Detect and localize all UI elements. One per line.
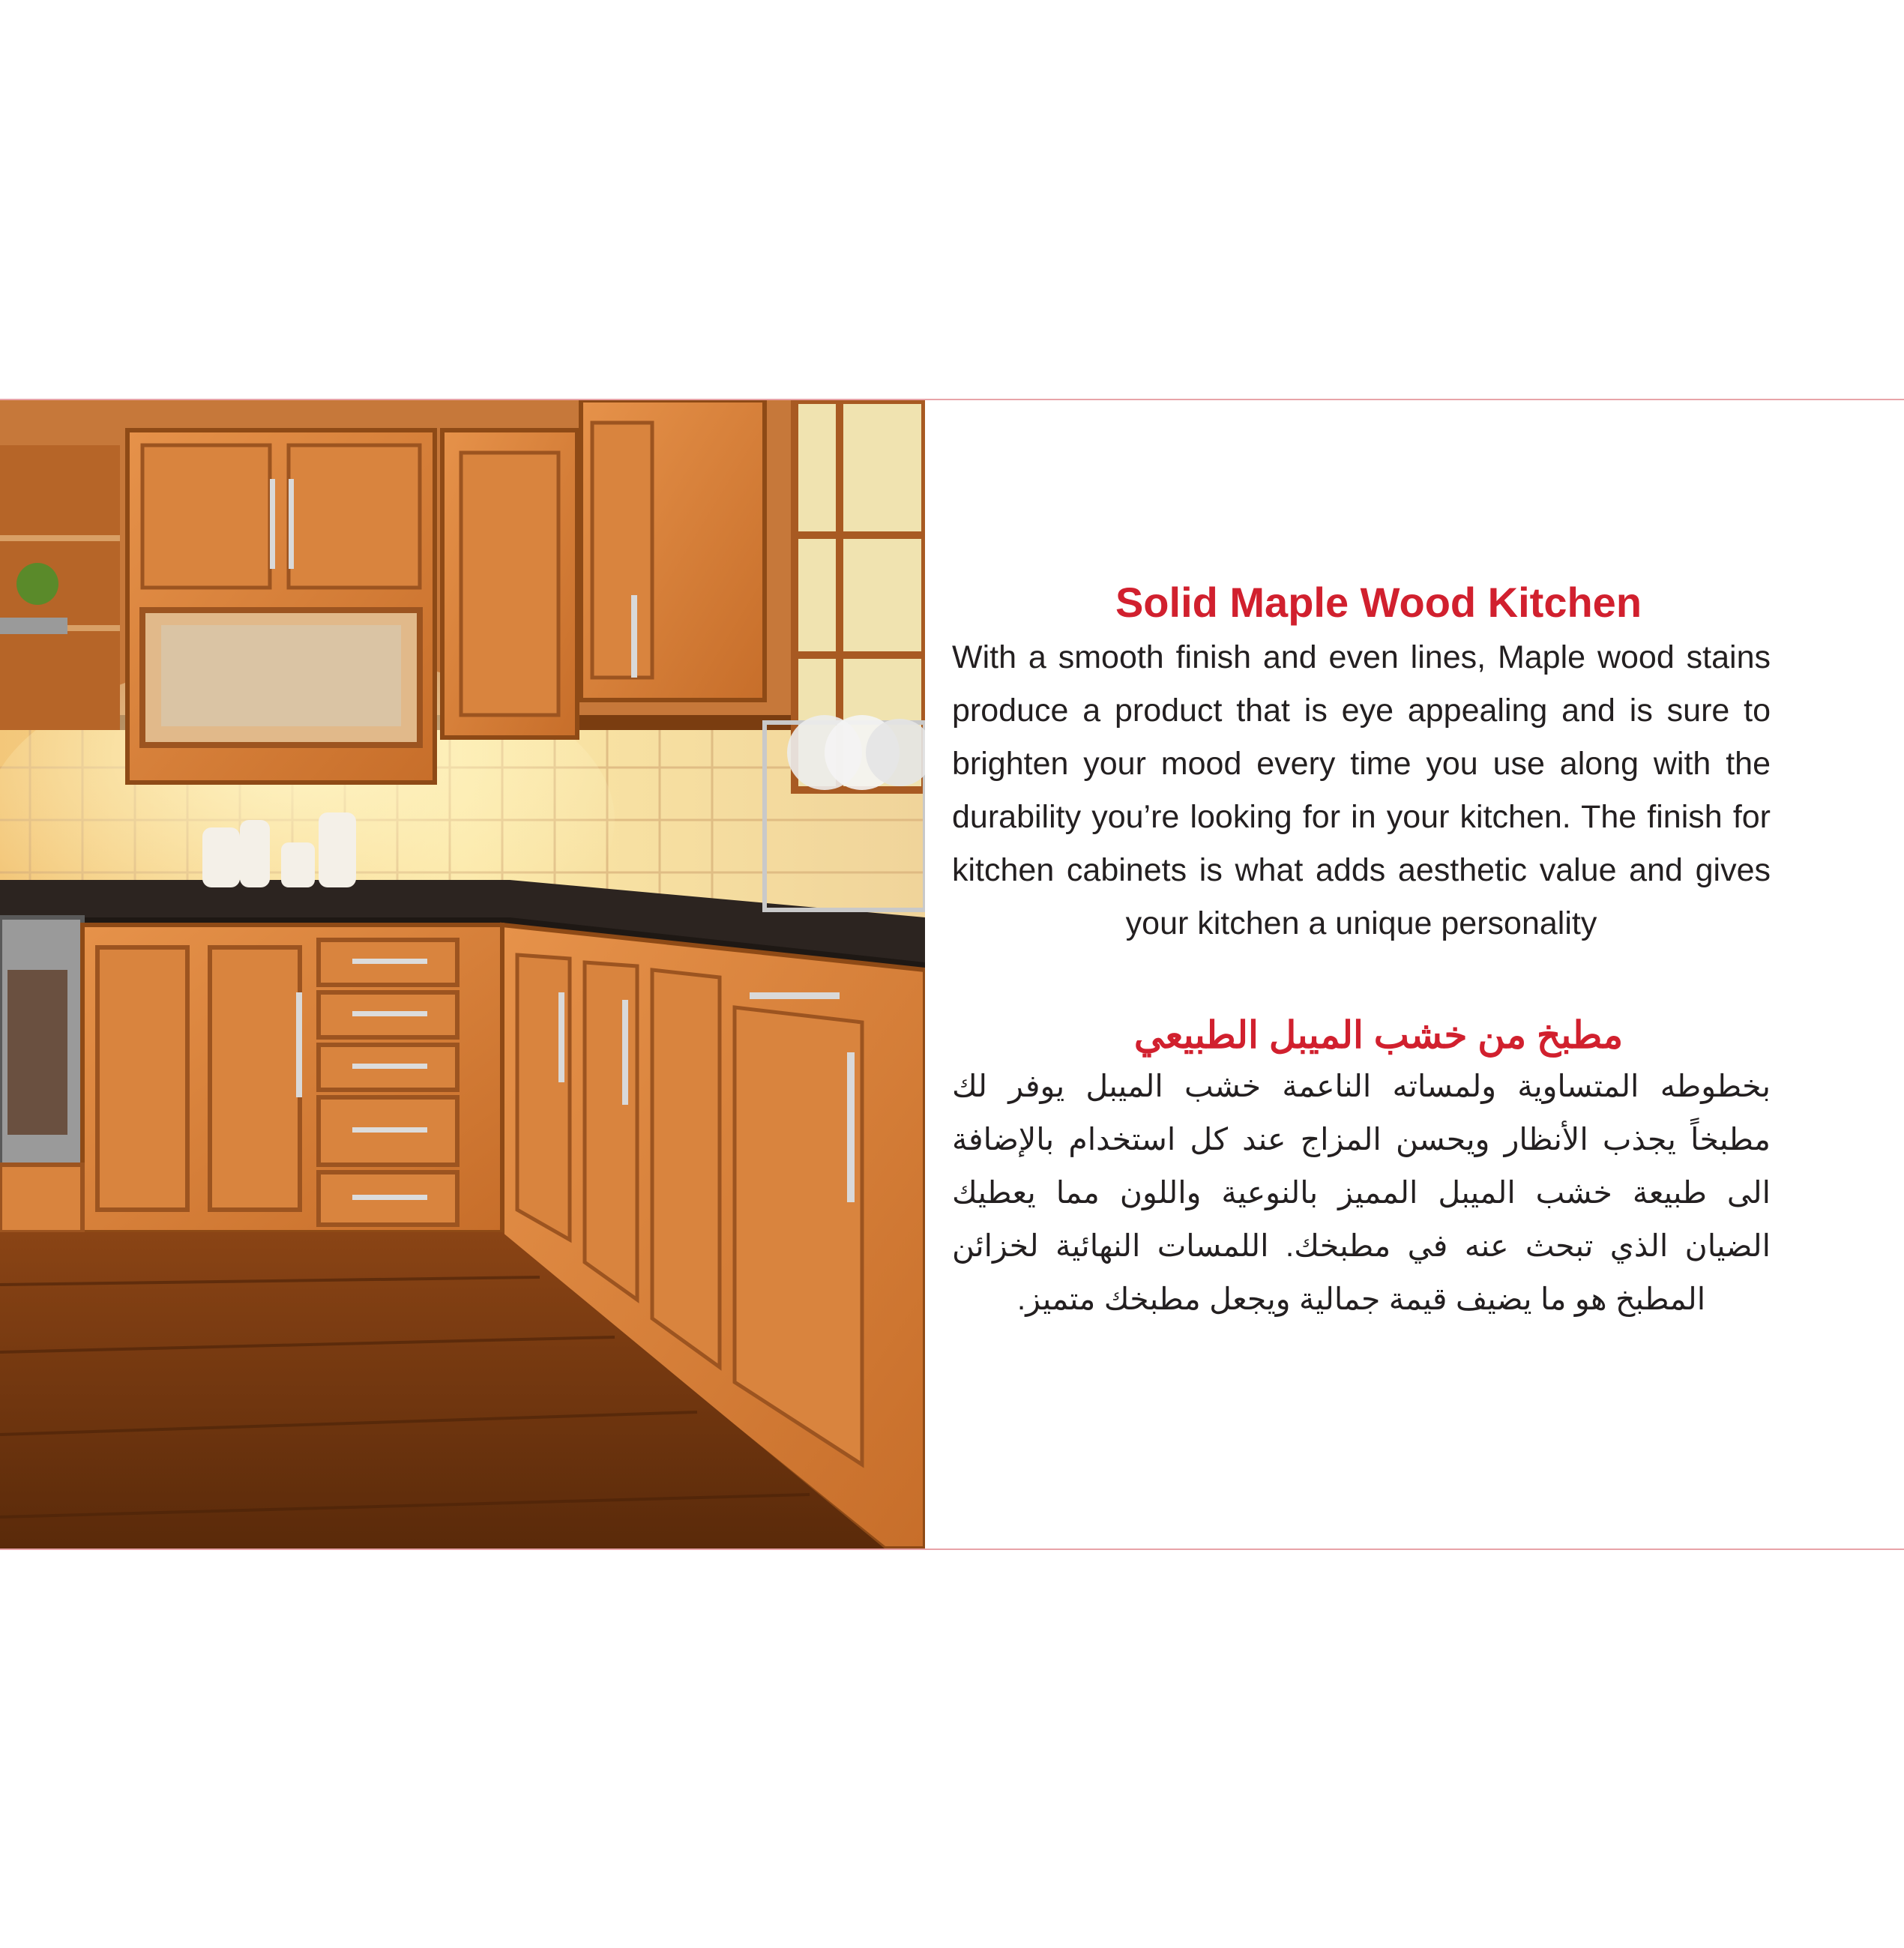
arabic-title: مطبخ من خشب الميبل الطبيعي: [1133, 1014, 1624, 1056]
arabic-description: بخطوطه المتساوية ولمساته الناعمة خشب الميبل يوفر لك مطبخاً يجذب الأنظار ويحسن المزاج عند كل استخدام بالإضافة الى طبيعة خشب الميبل المميز بالنوعية واللون مما يعطيك الضيان الذي تبحث عنه في مطبخك. اللمسات النهائية لخزائن المطبخ هو ما يضيف قيمة جمالية ويجعل مطبخك متميز.: [952, 1069, 1771, 1316]
description-panel: [925, 400, 1904, 1549]
kitchen-photo: [0, 400, 925, 1549]
english-title: Solid Maple Wood Kitchen: [1115, 579, 1642, 626]
product-banner: [0, 399, 1904, 1550]
english-description: With a smooth finish and even lines, Maple wood stains produce a product that is eye appealing and is sure to brighten your mood every time you use along with the durability you’re looking for in your kitchen. The finish for kitchen cabinets is what adds aesthetic value and gives your kitchen a unique personality: [952, 639, 1771, 941]
